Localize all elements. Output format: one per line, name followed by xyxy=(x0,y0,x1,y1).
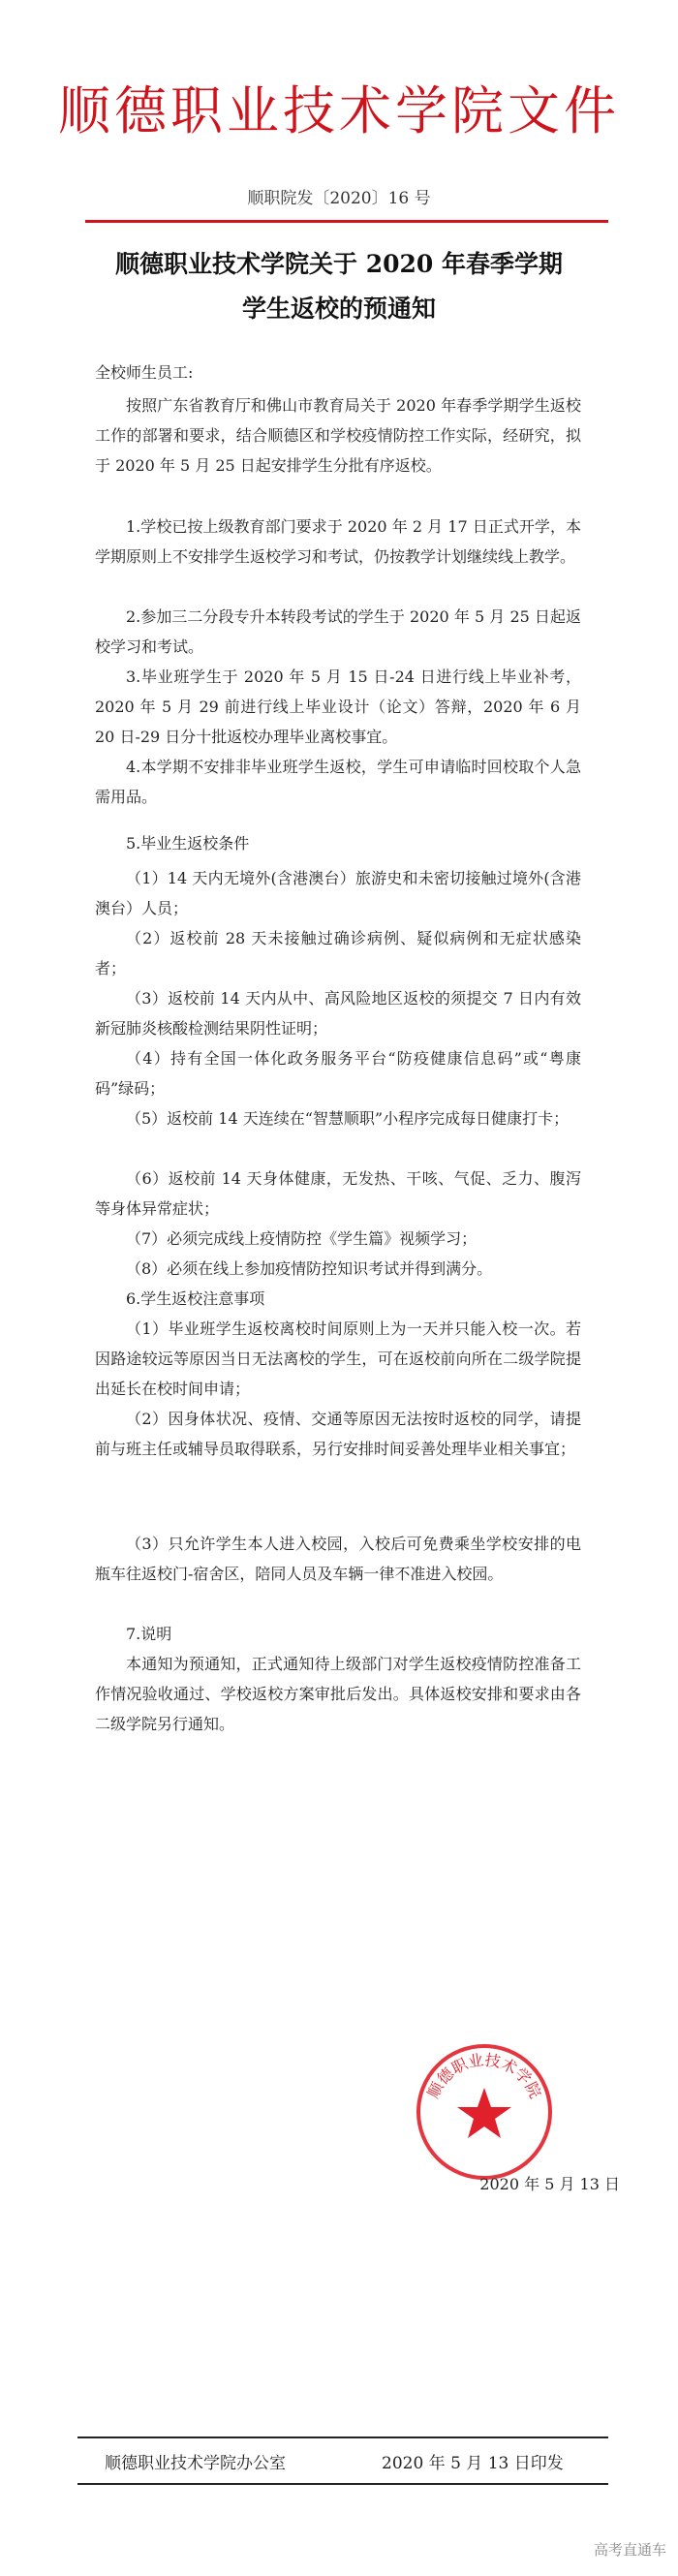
section5-item-4: （4）持有全国一体化政务服务平台“防疫健康信息码”或“粤康码”绿码； xyxy=(95,1049,581,1098)
section5-item-1: （1）14 天内无境外(含港澳台）旅游史和未密切接触过境外(含港澳台）人员； xyxy=(95,869,581,917)
item-2: 2.参加三二分段专升本转段考试的学生于 2020 年 5 月 25 日起返校学习和考试。 xyxy=(95,607,581,656)
section5-item-2: （2）返校前 28 天未接触过确诊病例、疑似病例和无症状感染者； xyxy=(95,929,581,978)
watermark-text: 高考直通车 xyxy=(593,2541,666,2559)
document-number: 顺职院发〔2020〕16 号 xyxy=(247,189,431,208)
section6-item-3: （3）只允许学生本人进入校园，入校后可免费乘坐学校安排的电瓶车往返校门-宿舍区，陪同人员及车辆一律不准进入校园。 xyxy=(95,1535,581,1583)
section5-item-6: （6）返校前 14 天身体健康，无发热、干咳、气促、乏力、腹泻等身体异常症状； xyxy=(95,1169,581,1218)
seal-text: 顺德职业技术学院 xyxy=(423,2050,545,2101)
section7-title: 7.说明 xyxy=(126,1625,172,1643)
notice-title-line1: 顺德职业技术学院关于 2020 年春季学期 xyxy=(115,250,563,278)
section5-item-7: （7）必须完成线上疫情防控《学生篇》视频学习； xyxy=(126,1229,478,1248)
section6-item-2: （2）因身体状况、疫情、交通等原因无法按时返校的同学，请提前与班主任或辅导员取得联系，另行安排时间妥善处理毕业相关事宜； xyxy=(95,1410,581,1458)
footer-print-date: 2020 年 5 月 13 日印发 xyxy=(382,2454,564,2473)
red-divider xyxy=(85,220,608,223)
notice-title xyxy=(0,242,678,331)
section5-item-8: （8）必须在线上参加疫情防控知识考试并得到满分。 xyxy=(126,1259,493,1278)
notice-title-line2: 学生返校的预通知 xyxy=(241,295,436,323)
section6-title: 6.学生返校注意事项 xyxy=(126,1289,265,1308)
footer-divider-top xyxy=(77,2436,608,2438)
seal-star-icon xyxy=(457,2088,511,2138)
signature-date: 2020 年 5 月 13 日 xyxy=(479,2175,620,2193)
section7-text: 本通知为预通知，正式通知待上级部门对学生返校疫情防控准备工作情况验收通过、学校返校方案审批后发出。具体返校安排和要求由各二级学院另行通知。 xyxy=(95,1655,581,1733)
document-header-title: 顺德职业技术学院文件 xyxy=(58,80,620,141)
section6-item-1: （1）毕业班学生返校离校时间原则上为一天并只能入校一次。若因路途较远等原因当日无法离校的学生，可在返校前向所在二级学院提出延长在校时间申请； xyxy=(95,1319,581,1398)
official-seal-stamp xyxy=(412,2039,557,2185)
salutation: 全校师生员工: xyxy=(95,363,194,382)
section5-item-5: （5）返校前 14 天连续在“智慧顺职”小程序完成每日健康打卡； xyxy=(126,1109,570,1128)
item-4: 4.本学期不安排非毕业班学生返校，学生可申请临时回校取个人急需用品。 xyxy=(95,758,581,806)
section5-title: 5.毕业生返校条件 xyxy=(126,834,250,853)
item-3: 3.毕业班学生于 2020 年 5 月 15 日-24 日进行线上毕业补考，2020 年 5 月 29 前进行线上毕业设计（论文）答辩，2020 年 6 月 20 日-29 日分十批返校办理毕业离校事宜。 xyxy=(95,667,581,746)
intro-paragraph: 按照广东省教育厅和佛山市教育局关于 2020 年春季学期学生返校工作的部署和要求，结合顺德区和学校疫情防控工作实际，经研究，拟于 2020 年 5 月 25 日起安排学生分批有序返校。 xyxy=(95,396,581,475)
section5-item-3: （3）返校前 14 天内从中、高风险地区返校的须提交 7 日内有效新冠肺炎核酸检测结果阴性证明； xyxy=(95,989,581,1038)
item-1: 1.学校已按上级教育部门要求于 2020 年 2 月 17 日正式开学，本学期原则上不安排学生返校学习和考试，仍按教学计划继续线上教学。 xyxy=(95,517,581,566)
footer-issuing-office: 顺德职业技术学院办公室 xyxy=(105,2454,286,2473)
footer-divider-bottom xyxy=(77,2483,608,2485)
